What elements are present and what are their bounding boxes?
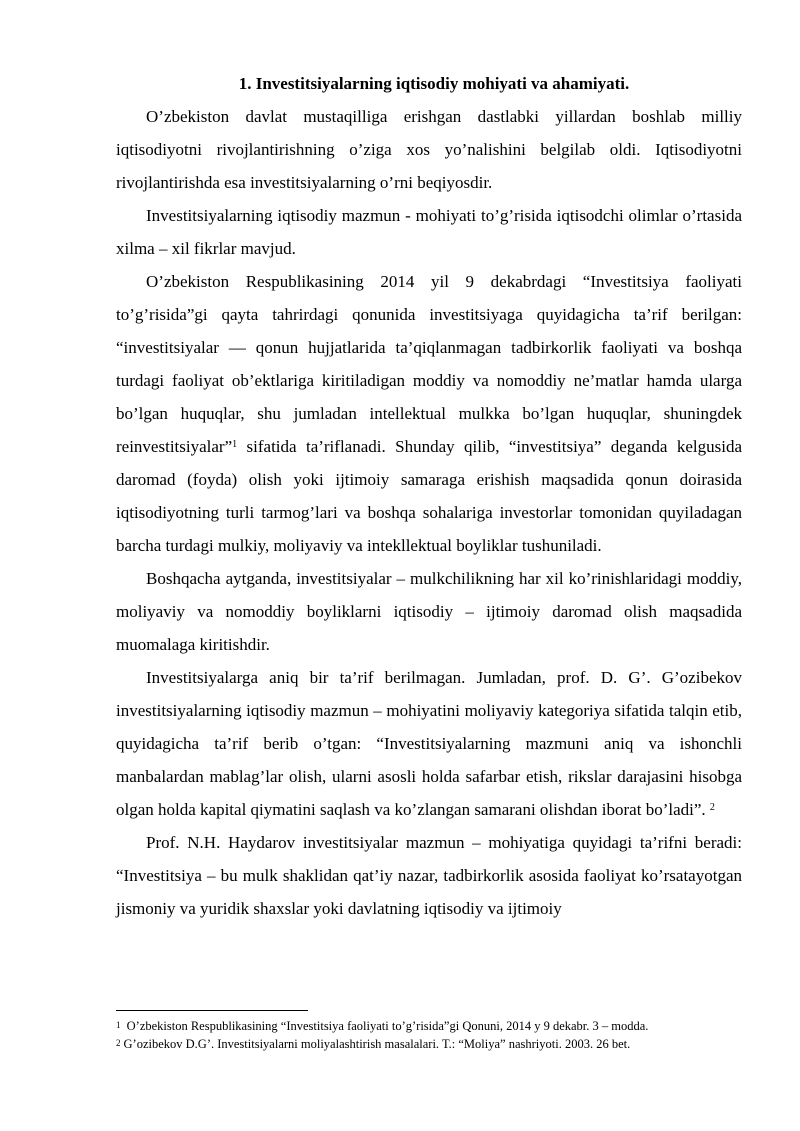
footnote-ref-2: 2 (709, 802, 715, 813)
footnote-2 (116, 1035, 742, 1053)
paragraph-3 (116, 265, 742, 562)
paragraph-4: Boshqacha aytganda, investitsiyalar – mulkchilikning har xil ko’rinishlaridagi moddiy, moliyaviy va nomoddiy boyliklarni iqtisodiy – ijtimoiy daromad olish maqsadida muomalaga kiritishdir. (116, 569, 742, 654)
footnotes (116, 1017, 742, 1053)
paragraph-2: Investitsiyalarning iqtisodiy mazmun - mohiyati to’g’risida iqtisodchi olimlar o’rtasida xilma – xil fikrlar mavjud. (116, 206, 742, 258)
paragraph-5 (116, 661, 742, 826)
footnote-1-mark: 1 (116, 1020, 121, 1030)
footnote-2-mark: 2 (116, 1038, 121, 1048)
body-text (116, 67, 742, 925)
section-heading: 1. Investitsiyalarning iqtisodiy mohiyati va ahamiyati. (238, 74, 630, 93)
paragraph-6: Prof. N.H. Haydarov investitsiyalar mazmun – mohiyatiga quyidagi ta’rifni beradi: “Investitsiya – bu mulk shaklidan qat’iy nazar, tadbirkorlik asosida faoliyat ko’rsatayotgan jismoniy va yuridik shaxslar yoki davlatning iqtisodiy va ijtimoiy (116, 833, 742, 918)
paragraph-5-text: Investitsiyalarga aniq bir ta’rif berilmagan. Jumladan, prof. D. G’. G’ozibekov investitsiyalarning iqtisodiy mazmun – mohiyatini moliyaviy kategoriya sifatida talqin etib, quyidagicha ta’rif berib o’tgan: “Investitsiyalarning mazmuni aniq va ishonchli manbalardan mablag’lar olish, ularni asosli holda safarbar etish, rikslar darajasini hisobga olgan holda kapital qiymatini saqlash va ko’zlangan samarani olishdan iborat bo’ladi”. (116, 668, 742, 819)
footnote-2-text: G’ozibekov D.G’. Investitsiyalarni moliyalashtirish masalalari. T.: “Moliya” nashriyoti. 2003. 26 bet. (123, 1037, 631, 1051)
footnote-1 (116, 1017, 742, 1035)
paragraph-1: O’zbekiston davlat mustaqilliga erishgan dastlabki yillardan boshlab milliy iqtisodiyotni rivojlantirishning o’ziga xos yo’nalishini belgilab oldi. Iqtisodiyotni rivojlantirishda esa investitsiyalarning o’rni beqiyosdir. (116, 107, 742, 192)
paragraph-3-text-start: O’zbekiston Respublikasining 2014 yil 9 dekabrdagi “Investitsiya faoliyati to’g’risida”gi qayta tahrirdagi qonunida investitsiyaga quyidagicha ta’rif berilgan: “investitsiyalar — qonun hujjatlarida ta’qiqlanmagan tadbirkorlik faoliyati va boshqa turdagi faoliyat ob’ektlariga kiritiladigan moddiy va nomoddiy ne’matlar hamda ularga bo’lgan huquqlar, shu jumladan intellektual mulkka bo’lgan huquqlar, shuningdek reinvestitsiyalar” (116, 272, 742, 456)
footnote-1-text: O’zbekiston Respublikasining “Investitsiya faoliyati to’g’risida”gi Qonuni, 2014 y 9 dekabr. 3 – modda. (123, 1019, 649, 1033)
footnote-separator (116, 1010, 308, 1011)
footnote-ref-1: 1 (232, 439, 238, 450)
paragraph-3-text-end: sifatida ta’riflanadi. Shunday qilib, “investitsiya” deganda kelgusida daromad (foyda) olish yoki ijtimoiy samaraga erishish maqsadida qonun doirasida iqtisodiyotning turli tarmog’lari va boshqa sohalariga investorlar tomonidan quyiladagan barcha turdagi mulkiy, moliyaviy va intekllektual boyliklar tushuniladi. (116, 437, 742, 555)
